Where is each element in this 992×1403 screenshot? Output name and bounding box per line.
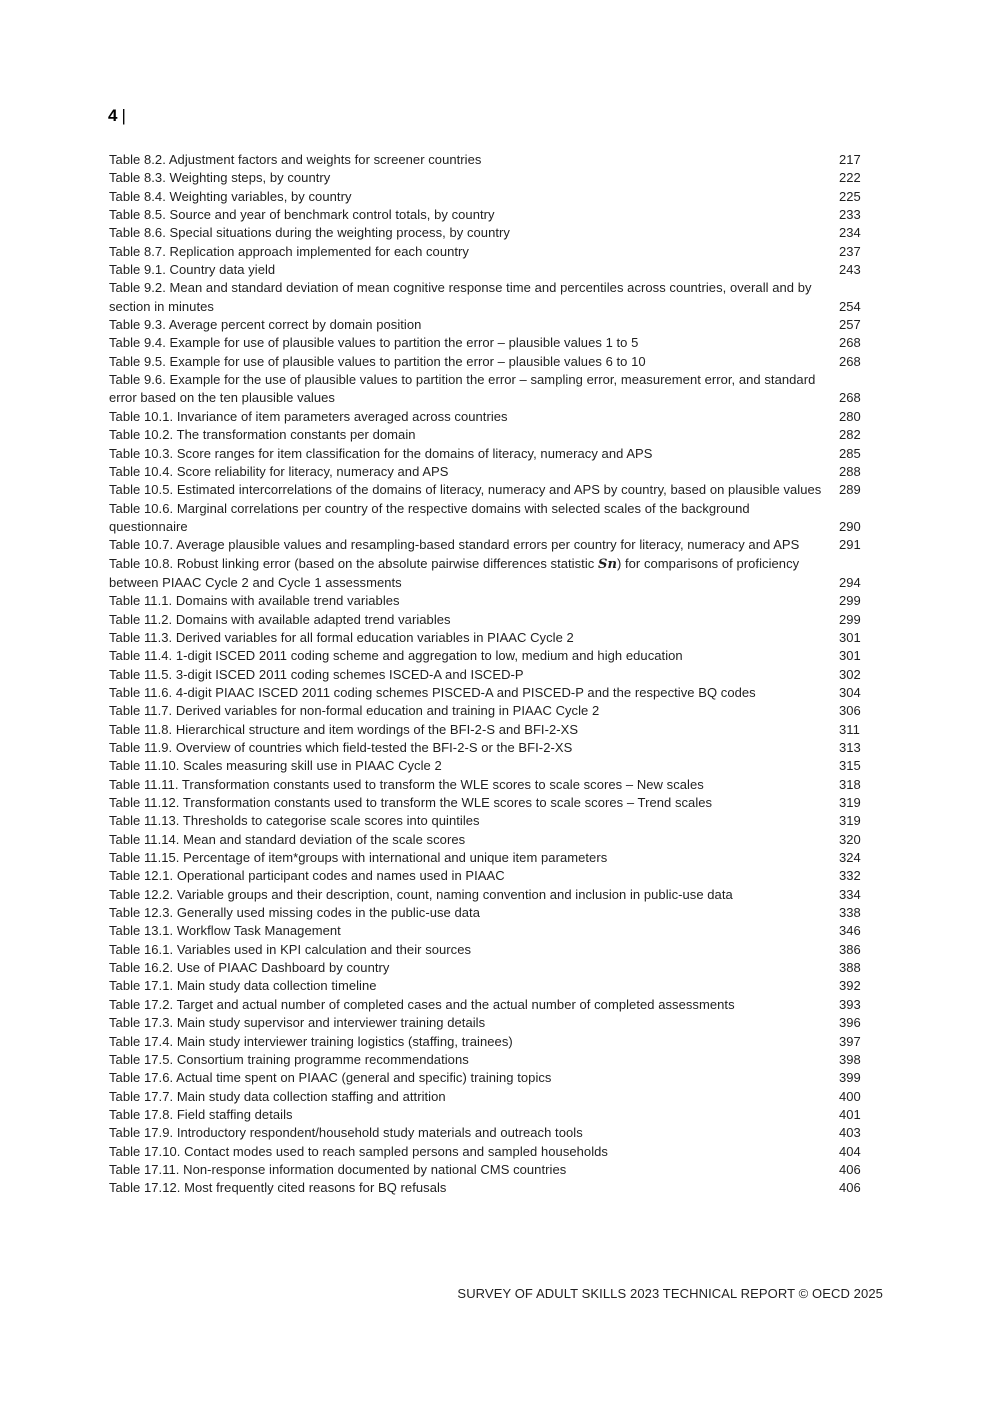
toc-entry[interactable]: [109, 1143, 869, 1161]
toc-entry-title-part: Table 10.8. Robust linking error (based on the absolute pairwise differences statistic: [109, 555, 598, 571]
toc-entry-page[interactable]: 388: [839, 960, 861, 976]
toc-entry-title[interactable]: Table 8.7. Replication approach implemented for each country: [109, 243, 469, 259]
toc-entry-page[interactable]: 290: [839, 518, 861, 534]
toc-entry[interactable]: [109, 1051, 869, 1069]
toc-entry[interactable]: [109, 922, 869, 940]
toc-entry[interactable]: [109, 408, 869, 426]
toc-entry-page[interactable]: 338: [839, 905, 861, 921]
toc-entry-page[interactable]: 319: [839, 795, 861, 811]
toc-entry-page[interactable]: 268: [839, 335, 861, 351]
toc-entry-title[interactable]: Table 10.2. The transformation constants per domain: [109, 427, 416, 443]
toc-entry-page[interactable]: 289: [839, 482, 861, 498]
toc-entry-title[interactable]: Table 9.5. Example for use of plausible values to partition the error – plausible values 6 to 10: [109, 353, 646, 369]
toc-entry[interactable]: [109, 1106, 869, 1124]
toc-entry-page[interactable]: 406: [839, 1180, 861, 1196]
toc-entry-title[interactable]: Table 9.6. Example for the use of plausible values to partition the error – sampling error, measurement error, and standard error based on the ten plausible values: [109, 372, 816, 406]
toc-entry-title[interactable]: Table 8.2. Adjustment factors and weights for screener countries: [109, 152, 482, 167]
toc-entry-title[interactable]: Table 11.5. 3-digit ISCED 2011 coding schemes ISCED-A and ISCED-P: [109, 666, 524, 682]
toc-entry-page[interactable]: 313: [839, 740, 861, 755]
toc-entry-title[interactable]: Table 17.9. Introductory respondent/household study materials and outreach tools: [109, 1125, 583, 1141]
toc-entry-title[interactable]: Table 17.5. Consortium training programme recommendations: [109, 1051, 469, 1067]
toc-entry-page[interactable]: 234: [839, 225, 861, 241]
toc-entry-title[interactable]: Table 8.5. Source and year of benchmark control totals, by country: [109, 207, 495, 223]
toc-entry-page[interactable]: 222: [839, 170, 861, 186]
toc-entry-title[interactable]: Table 16.1. Variables used in KPI calculation and their sources: [109, 941, 472, 957]
toc-entry-page[interactable]: 315: [839, 758, 861, 774]
toc-entry-page[interactable]: 404: [839, 1143, 861, 1159]
toc-entry[interactable]: [109, 721, 869, 739]
toc-entry-title[interactable]: Table 11.1. Domains with available trend variables: [109, 593, 400, 609]
page-number-value: 4: [108, 106, 118, 125]
toc-entry-page[interactable]: 392: [839, 978, 861, 994]
toc-entry-page[interactable]: 401: [839, 1106, 861, 1122]
toc-entry-title[interactable]: Table 11.4. 1-digit ISCED 2011 coding scheme and aggregation to low, medium and high education: [109, 648, 683, 664]
toc-entry[interactable]: [109, 757, 869, 775]
toc-entry-title[interactable]: Table 12.1. Operational participant codes and names used in PIAAC: [109, 868, 505, 884]
toc-entry-title[interactable]: Table 9.3. Average percent correct by domain position: [109, 317, 422, 333]
toc-entry-title[interactable]: Table 11.7. Derived variables for non-formal education and training in PIAAC Cycle 2: [109, 703, 600, 719]
toc-entry-title[interactable]: Table 8.6. Special situations during the weighting process, by country: [109, 225, 510, 241]
toc-entry-page[interactable]: 393: [839, 996, 861, 1012]
toc-entry-page[interactable]: 397: [839, 1033, 861, 1049]
toc-entry-title[interactable]: Table 17.8. Field staffing details: [109, 1106, 293, 1122]
toc-entry-title[interactable]: Table 17.7. Main study data collection staffing and attrition: [109, 1088, 446, 1104]
toc-entry-title[interactable]: Table 11.14. Mean and standard deviation of the scale scores: [109, 831, 466, 847]
toc-entry-title[interactable]: Table 11.3. Derived variables for all formal education variables in PIAAC Cycle 2: [109, 629, 574, 645]
page-number: [108, 106, 126, 126]
toc-entry-title[interactable]: Table 17.12. Most frequently cited reasons for BQ refusals: [109, 1180, 447, 1196]
toc-entry-page[interactable]: 311: [839, 721, 860, 737]
toc-entry[interactable]: [109, 1014, 869, 1032]
toc-entry-page[interactable]: 306: [839, 703, 861, 719]
toc-entry-page[interactable]: 268: [839, 353, 861, 369]
toc-entry-page[interactable]: 346: [839, 923, 861, 939]
toc-entry[interactable]: [109, 849, 869, 867]
toc-entry-page[interactable]: 396: [839, 1015, 861, 1031]
toc-entry-title[interactable]: Table 9.4. Example for use of plausible values to partition the error – plausible values 1 to 5: [109, 335, 639, 351]
toc-entry-page[interactable]: 280: [839, 408, 861, 424]
toc-entry-title[interactable]: Table 17.6. Actual time spent on PIAAC (general and specific) training topics: [109, 1070, 552, 1086]
toc-entry-page[interactable]: 291: [839, 537, 861, 553]
toc-entry-title[interactable]: Table 11.2. Domains with available adapted trend variables: [109, 611, 451, 627]
toc-entry-title[interactable]: Table 10.4. Score reliability for literacy, numeracy and APS: [109, 463, 449, 479]
toc-entry-title[interactable]: Table 11.10. Scales measuring skill use in PIAAC Cycle 2: [109, 758, 442, 774]
toc-entry[interactable]: [109, 886, 869, 904]
toc-entry[interactable]: [109, 904, 869, 922]
toc-entry[interactable]: [109, 1069, 869, 1087]
toc-entry-title[interactable]: Table 11.13. Thresholds to categorise scale scores into quintiles: [109, 813, 480, 829]
toc-entry[interactable]: [109, 831, 869, 849]
toc-entry-page[interactable]: 400: [839, 1088, 861, 1104]
toc-entry[interactable]: [109, 977, 869, 995]
toc-entry[interactable]: [109, 261, 869, 279]
toc-entry-title[interactable]: Table 17.3. Main study supervisor and interviewer training details: [109, 1015, 486, 1031]
table-of-contents: [109, 151, 869, 1198]
toc-entry-page[interactable]: 288: [839, 463, 861, 479]
toc-entry[interactable]: [109, 206, 869, 224]
toc-entry-title[interactable]: Table 17.10. Contact modes used to reach sampled persons and sampled households: [109, 1143, 608, 1159]
toc-entry[interactable]: [109, 445, 869, 463]
toc-entry-page[interactable]: 302: [839, 666, 861, 682]
toc-entry-page[interactable]: 319: [839, 813, 861, 829]
toc-entry[interactable]: [109, 666, 869, 684]
toc-entry[interactable]: [109, 959, 869, 977]
toc-entry-page[interactable]: 225: [839, 188, 861, 204]
toc-entry-page[interactable]: 332: [839, 868, 861, 884]
toc-entry-title[interactable]: Table 17.2. Target and actual number of completed cases and the actual number of completed assessments: [109, 996, 735, 1012]
toc-entry-page[interactable]: 268: [839, 390, 861, 406]
toc-entry-page[interactable]: 398: [839, 1051, 861, 1067]
math-symbol: Sn: [598, 556, 617, 572]
toc-entry-page[interactable]: 386: [839, 941, 861, 957]
toc-entry-page[interactable]: 217: [839, 152, 861, 167]
toc-entry[interactable]: [109, 463, 869, 481]
toc-entry[interactable]: [109, 536, 869, 554]
toc-entry-title[interactable]: Table 8.3. Weighting steps, by country: [109, 170, 331, 186]
toc-entry-page[interactable]: 237: [839, 243, 861, 259]
toc-entry-title[interactable]: Table 13.1. Workflow Task Management: [109, 923, 341, 939]
toc-entry-title[interactable]: Table 10.7. Average plausible values and resampling-based standard errors per country for literacy, numeracy and APS: [109, 537, 800, 553]
toc-entry-page[interactable]: 243: [839, 262, 861, 278]
toc-entry-title[interactable]: Table 16.2. Use of PIAAC Dashboard by country: [109, 960, 390, 976]
toc-entry-title-part: ) for comparisons of proficiency between PIAAC Cycle 2 and Cycle 1 assessments: [109, 555, 800, 590]
toc-entry-title[interactable]: Table 11.9. Overview of countries which field-tested the BFI-2-S or the BFI-2-XS: [109, 740, 573, 755]
toc-entry-title[interactable]: Table 17.1. Main study data collection timeline: [109, 978, 377, 994]
toc-entry-page[interactable]: 285: [839, 445, 861, 461]
toc-entry[interactable]: [109, 592, 869, 610]
toc-entry[interactable]: [109, 334, 869, 352]
toc-entry-title[interactable]: Table 12.3. Generally used missing codes in the public-use data: [109, 905, 480, 921]
toc-entry[interactable]: [109, 279, 869, 316]
toc-entry[interactable]: [109, 481, 869, 499]
toc-entry[interactable]: [109, 371, 869, 408]
toc-entry-title[interactable]: [109, 555, 839, 593]
toc-entry[interactable]: [109, 611, 869, 629]
toc-entry-page[interactable]: 254: [839, 298, 861, 314]
toc-entry[interactable]: [109, 1124, 869, 1142]
toc-entry-title[interactable]: Table 17.4. Main study interviewer training logistics (staffing, trainees): [109, 1033, 513, 1049]
toc-entry-title[interactable]: Table 9.2. Mean and standard deviation of mean cognitive response time and percentiles across countries, overall and by section in minutes: [109, 280, 812, 314]
toc-entry[interactable]: [109, 151, 869, 169]
toc-entry[interactable]: [109, 188, 869, 206]
toc-entry-page[interactable]: 299: [839, 593, 861, 609]
toc-entry[interactable]: [109, 1179, 869, 1197]
toc-entry-page[interactable]: 334: [839, 886, 861, 902]
toc-entry-page[interactable]: 301: [839, 648, 861, 664]
toc-entry[interactable]: [109, 776, 869, 794]
toc-entry-page[interactable]: 299: [839, 611, 861, 627]
toc-entry[interactable]: [109, 555, 869, 593]
toc-entry[interactable]: [109, 426, 869, 444]
page-number-separator: |: [121, 106, 126, 125]
toc-entry[interactable]: [109, 794, 869, 812]
toc-entry[interactable]: [109, 684, 869, 702]
toc-entry-page[interactable]: 403: [839, 1125, 861, 1141]
toc-entry[interactable]: [109, 629, 869, 647]
toc-entry-page[interactable]: 233: [839, 207, 861, 223]
toc-entry-page[interactable]: 318: [839, 776, 861, 792]
toc-entry-page[interactable]: 257: [839, 317, 861, 333]
toc-entry[interactable]: [109, 647, 869, 665]
toc-entry-title[interactable]: Table 11.12. Transformation constants used to transform the WLE scores to scale scores – Trend scales: [109, 795, 713, 811]
toc-entry-page[interactable]: 399: [839, 1070, 861, 1086]
toc-entry-page[interactable]: 301: [839, 629, 861, 645]
toc-entry[interactable]: [109, 224, 869, 242]
toc-entry[interactable]: [109, 941, 869, 959]
toc-entry-title[interactable]: Table 12.2. Variable groups and their description, count, naming convention and inclusion in public-use data: [109, 886, 733, 902]
toc-entry[interactable]: [109, 316, 869, 334]
toc-entry-page[interactable]: 304: [839, 684, 861, 700]
toc-entry-title[interactable]: Table 10.6. Marginal correlations per country of the respective domains with selected scales of the background questionnaire: [109, 500, 750, 534]
toc-entry-page[interactable]: 320: [839, 831, 861, 847]
toc-entry-title[interactable]: Table 17.11. Non-response information documented by national CMS countries: [109, 1161, 567, 1177]
toc-entry-title[interactable]: Table 9.1. Country data yield: [109, 262, 276, 278]
toc-entry-title[interactable]: Table 10.5. Estimated intercorrelations of the domains of literacy, numeracy and APS by country, based on plausible values: [109, 482, 822, 498]
toc-entry-title[interactable]: Table 11.11. Transformation constants used to transform the WLE scores to scale scores – New scales: [109, 776, 704, 792]
toc-entry[interactable]: [109, 500, 869, 537]
toc-entry-title[interactable]: Table 11.8. Hierarchical structure and item wordings of the BFI-2-S and BFI-2-XS: [109, 721, 579, 737]
toc-entry-page[interactable]: 282: [839, 427, 861, 443]
toc-entry-title[interactable]: Table 11.15. Percentage of item*groups with international and unique item parameters: [109, 850, 608, 866]
toc-entry[interactable]: [109, 739, 869, 757]
toc-entry[interactable]: [109, 996, 869, 1014]
page-footer: SURVEY OF ADULT SKILLS 2023 TECHNICAL REPORT © OECD 2025: [457, 1286, 883, 1301]
toc-entry[interactable]: [109, 353, 869, 371]
toc-entry[interactable]: [109, 702, 869, 720]
toc-entry[interactable]: [109, 1161, 869, 1179]
toc-entry-page[interactable]: 324: [839, 850, 861, 866]
toc-entry[interactable]: [109, 169, 869, 187]
toc-entry[interactable]: [109, 243, 869, 261]
toc-entry-title[interactable]: Table 11.6. 4-digit PIAAC ISCED 2011 coding schemes PISCED-A and PISCED-P and the respective BQ codes: [109, 684, 756, 700]
toc-entry-title[interactable]: Table 8.4. Weighting variables, by country: [109, 188, 352, 204]
toc-entry[interactable]: [109, 1033, 869, 1051]
toc-entry-title[interactable]: Table 10.1. Invariance of item parameters averaged across countries: [109, 408, 508, 424]
toc-entry[interactable]: [109, 867, 869, 885]
toc-entry-page[interactable]: 406: [839, 1161, 861, 1177]
toc-entry-title[interactable]: Table 10.3. Score ranges for item classification for the domains of literacy, numeracy and APS: [109, 445, 653, 461]
toc-entry-page[interactable]: 294: [839, 574, 861, 590]
toc-entry[interactable]: [109, 812, 869, 830]
toc-entry[interactable]: [109, 1088, 869, 1106]
